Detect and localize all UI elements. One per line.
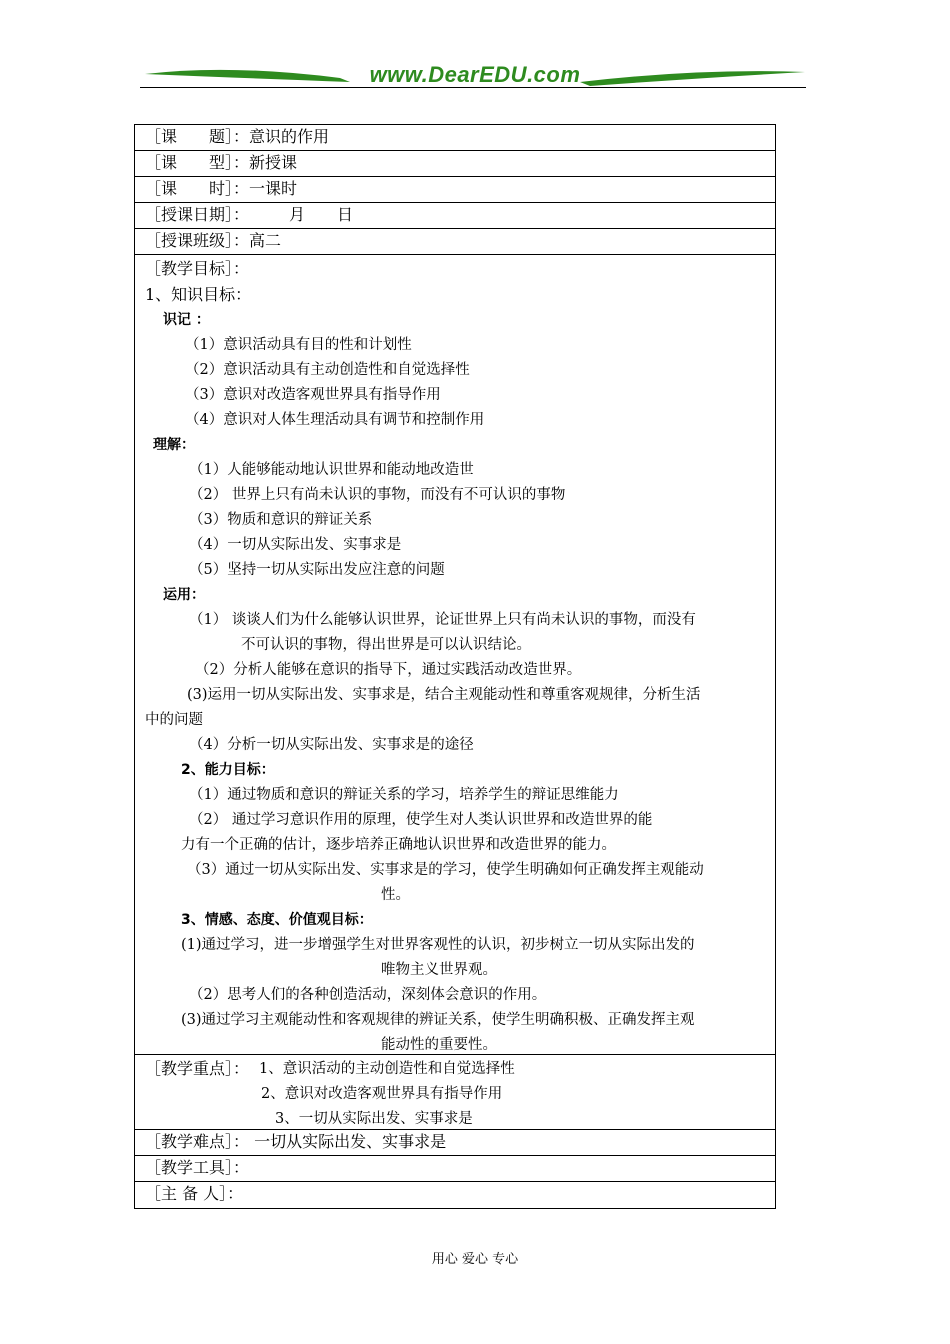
emotion-item-1a: (1)通过学习，进一步增强学生对世界客观性的认识，初步树立一切从实际出发的 bbox=[181, 937, 695, 953]
ability-title: 2、能力目标： bbox=[181, 762, 275, 778]
emotion-item-2: （2）思考人们的各种创造活动，深刻体会意识的作用。 bbox=[189, 987, 547, 1003]
knowledge-title: 1、知识目标： bbox=[145, 285, 252, 304]
understand-label: 理解： bbox=[153, 437, 195, 453]
emotion-item-3a: (3)通过学习主观能动性和客观规律的辨证关系，使学生明确积极、正确发挥主观 bbox=[181, 1012, 695, 1028]
apply-item-2: （2）分析人能够在意识的指导下，通过实践活动改造世界。 bbox=[195, 662, 582, 678]
focus-item: 3、一切从实际出发、实事求是 bbox=[275, 1111, 473, 1127]
understand-item: （3）物质和意识的辩证关系 bbox=[189, 512, 373, 528]
footer-text: 用心 爱心 专心 bbox=[431, 1252, 519, 1267]
remember-item: （4）意识对人体生理活动具有调节和控制作用 bbox=[185, 412, 485, 428]
apply-item-3b: 中的问题 bbox=[145, 712, 203, 728]
ability-item-2b: 力有一个正确的估计，逐步培养正确地认识世界和改造世界的能力。 bbox=[181, 837, 616, 853]
goals-heading: ［教学目标］： bbox=[145, 259, 250, 278]
emotion-title: 3、情感、态度、价值观目标： bbox=[181, 912, 373, 928]
row-tools: ［教学工具］： bbox=[135, 1156, 775, 1182]
focus-item: 2、意识对改造客观世界具有指导作用 bbox=[261, 1086, 503, 1102]
row-goals bbox=[135, 255, 775, 1055]
header-rule bbox=[140, 87, 806, 88]
ability-item-3b: 性。 bbox=[381, 887, 410, 903]
site-header bbox=[140, 60, 810, 96]
site-logo-text[interactable]: www.DearEDU.com bbox=[369, 62, 581, 87]
emotion-item-3b: 能动性的重要性。 bbox=[381, 1037, 497, 1053]
understand-item: （1）人能够能动地认识世界和能动地改造世 bbox=[189, 462, 474, 478]
apply-item-1a: （1） 谈谈人们为什么能够认识世界，论证世界上只有尚未认识的事物，而没有 bbox=[189, 612, 696, 628]
remember-item: （2）意识活动具有主动创造性和自觉选择性 bbox=[185, 362, 470, 378]
row-preparer: ［主 备 人］： bbox=[145, 1184, 244, 1203]
remember-label: 识记 ： bbox=[163, 312, 210, 328]
remember-item: （3）意识对改造客观世界具有指导作用 bbox=[185, 387, 441, 403]
apply-label: 运用： bbox=[163, 587, 205, 603]
emotion-item-1b: 唯物主义世界观。 bbox=[381, 962, 497, 978]
ability-item-1: （1）通过物质和意识的辩证关系的学习，培养学生的辩证思维能力 bbox=[189, 787, 619, 803]
row-focus bbox=[135, 1055, 775, 1130]
apply-item-3a: (3)运用一切从实际出发、实事求是，结合主观能动性和尊重客观规律，分析生活 bbox=[187, 687, 701, 703]
understand-item: （4）一切从实际出发、实事求是 bbox=[189, 537, 402, 553]
row-topic: ［课 题］：意识的作用 bbox=[135, 125, 775, 151]
lesson-plan-table bbox=[134, 124, 776, 1209]
apply-item-1b: 不可认识的事物，得出世界是可以认识结论。 bbox=[241, 637, 531, 653]
row-time: ［课 时］：一课时 bbox=[135, 177, 775, 203]
apply-item-4: （4）分析一切从实际出发、实事求是的途径 bbox=[189, 737, 474, 753]
focus-label: ［教学重点］： bbox=[145, 1059, 250, 1078]
remember-item: （1）意识活动具有目的性和计划性 bbox=[185, 337, 412, 353]
ability-item-2a: （2） 通过学习意识作用的原理，使学生对人类认识世界和改造世界的能 bbox=[189, 812, 653, 828]
ability-item-3a: （3）通过一切从实际出发、实事求是的学习，使学生明确如何正确发挥主观能动 bbox=[187, 862, 704, 878]
row-type: ［课 型］：新授课 bbox=[135, 151, 775, 177]
row-difficulty: ［教学难点］： 一切从实际出发、实事求是 bbox=[135, 1130, 775, 1156]
row-date: ［授课日期］： 月 日 bbox=[135, 203, 775, 229]
row-class: ［授课班级］：高二 bbox=[135, 229, 775, 255]
focus-item: 1、意识活动的主动创造性和自觉选择性 bbox=[259, 1061, 515, 1077]
understand-item: （5）坚持一切从实际出发应注意的问题 bbox=[189, 562, 445, 578]
understand-item: （2） 世界上只有尚未认识的事物，而没有不可认识的事物 bbox=[189, 487, 566, 503]
